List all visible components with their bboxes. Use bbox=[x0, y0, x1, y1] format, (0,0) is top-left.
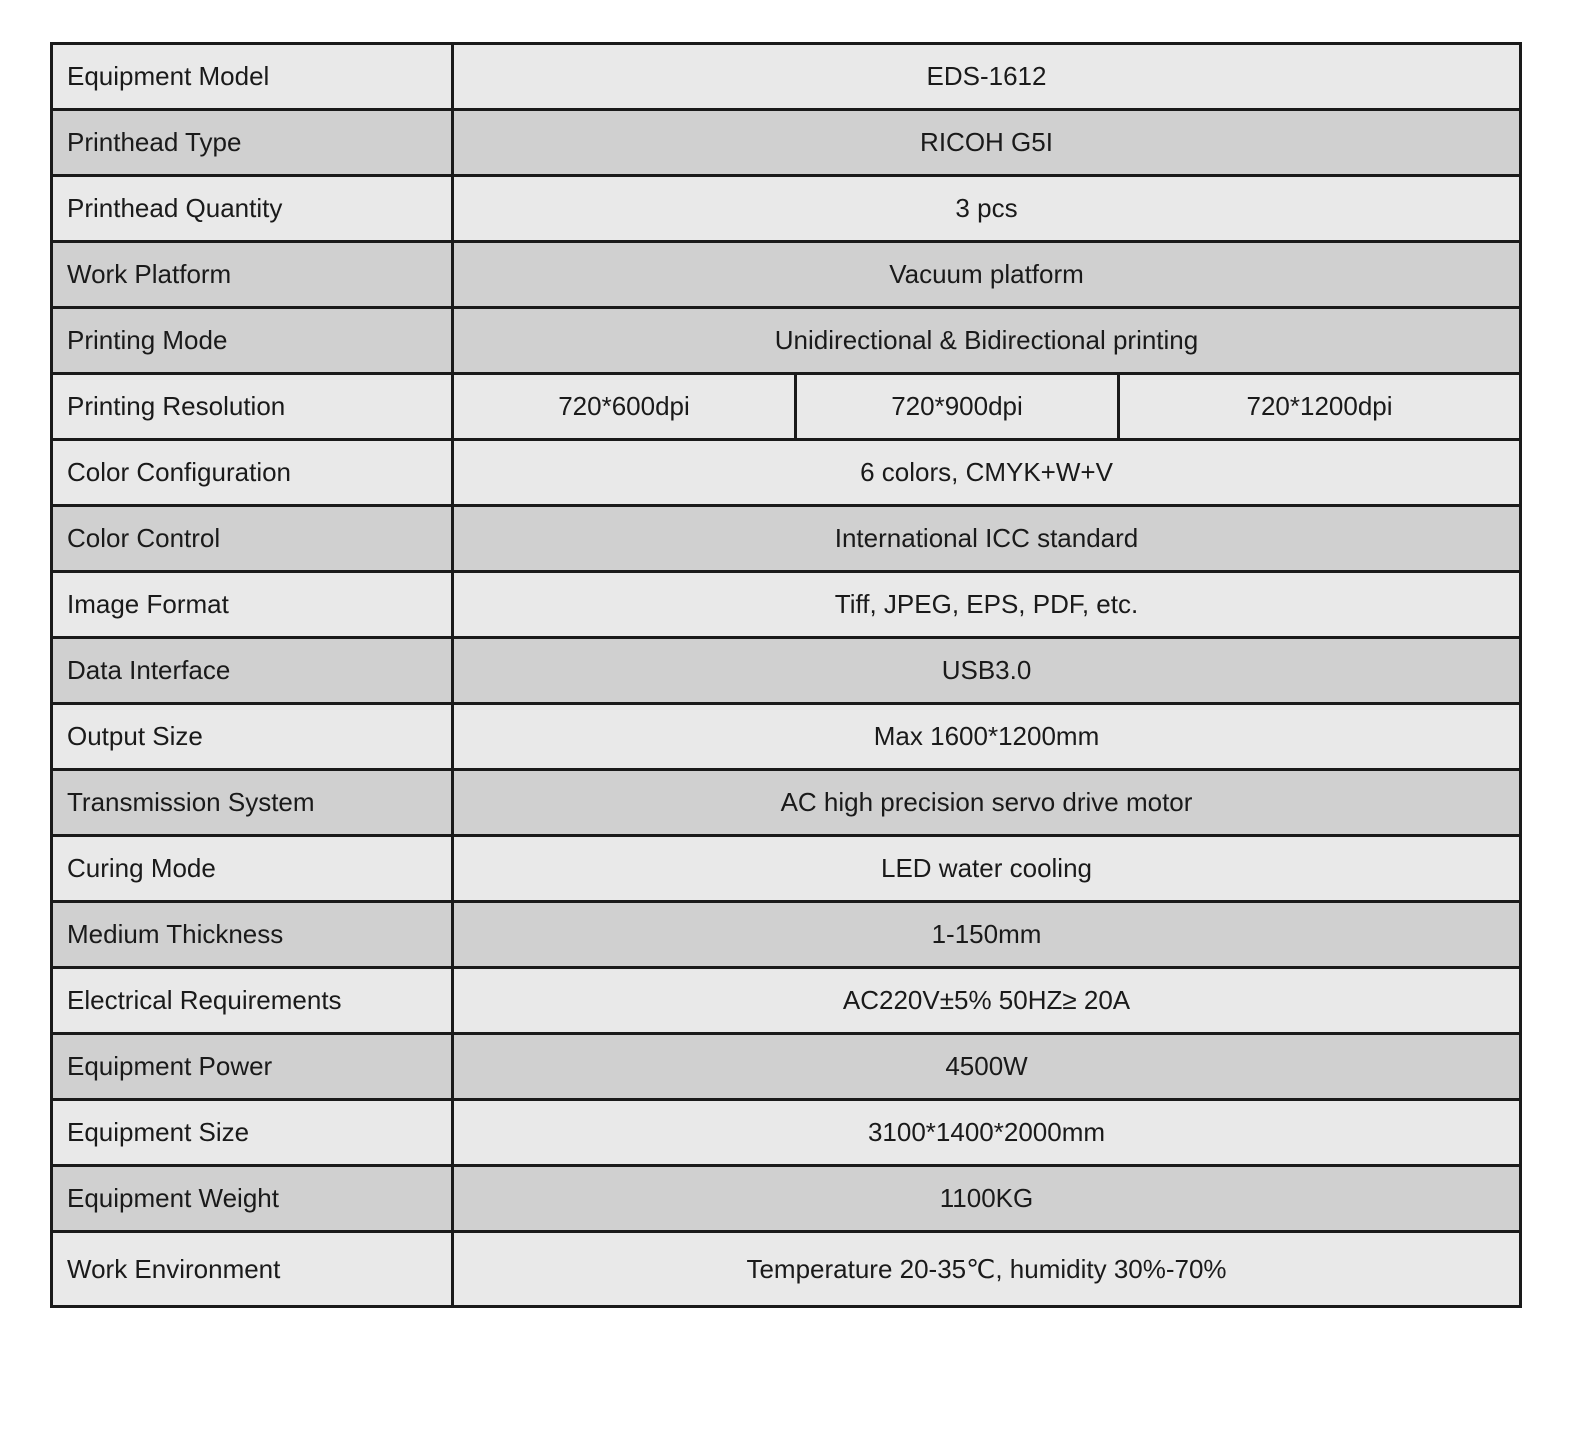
row-label: Printhead Quantity bbox=[52, 176, 453, 242]
row-label: Equipment Model bbox=[52, 44, 453, 110]
table-row-printing-mode bbox=[52, 308, 1521, 374]
row-value: AC220V±5% 50HZ≥ 20A bbox=[453, 968, 1521, 1034]
row-value: LED water cooling bbox=[453, 836, 1521, 902]
table-row-image-format bbox=[52, 572, 1521, 638]
table-row-work-environment bbox=[52, 1232, 1521, 1307]
table-row-electrical-requirements bbox=[52, 968, 1521, 1034]
table-row-printhead-type bbox=[52, 110, 1521, 176]
row-label: Work Platform bbox=[52, 242, 453, 308]
row-label: Equipment Power bbox=[52, 1034, 453, 1100]
row-label: Printing Mode bbox=[52, 308, 453, 374]
row-value: 3 pcs bbox=[453, 176, 1521, 242]
row-label: Work Environment bbox=[52, 1232, 453, 1307]
row-value: 1-150mm bbox=[453, 902, 1521, 968]
row-label: Electrical Requirements bbox=[52, 968, 453, 1034]
row-value: Tiff, JPEG, EPS, PDF, etc. bbox=[453, 572, 1521, 638]
row-label: Medium Thickness bbox=[52, 902, 453, 968]
row-value: Unidirectional & Bidirectional printing bbox=[453, 308, 1521, 374]
row-label: Output Size bbox=[52, 704, 453, 770]
row-value: 4500W bbox=[453, 1034, 1521, 1100]
table-row-equipment-weight bbox=[52, 1166, 1521, 1232]
resolution-value-3: 720*1200dpi bbox=[1119, 374, 1521, 440]
row-label: Equipment Weight bbox=[52, 1166, 453, 1232]
table-row-color-configuration bbox=[52, 440, 1521, 506]
row-value: EDS-1612 bbox=[453, 44, 1521, 110]
table-row-printing-resolution bbox=[52, 374, 1521, 440]
table-row-output-size bbox=[52, 704, 1521, 770]
row-label: Printing Resolution bbox=[52, 374, 453, 440]
row-label: Image Format bbox=[52, 572, 453, 638]
table-row-equipment-model bbox=[52, 44, 1521, 110]
table-row-data-interface bbox=[52, 638, 1521, 704]
table-row-printhead-quantity bbox=[52, 176, 1521, 242]
row-value: 6 colors, CMYK+W+V bbox=[453, 440, 1521, 506]
row-value: 1100KG bbox=[453, 1166, 1521, 1232]
row-value: RICOH G5I bbox=[453, 110, 1521, 176]
table-row-curing-mode bbox=[52, 836, 1521, 902]
row-value: Temperature 20-35℃, humidity 30%-70% bbox=[453, 1232, 1521, 1307]
table-row-equipment-power bbox=[52, 1034, 1521, 1100]
table-row-color-control bbox=[52, 506, 1521, 572]
row-value: AC high precision servo drive motor bbox=[453, 770, 1521, 836]
row-label: Equipment Size bbox=[52, 1100, 453, 1166]
row-label: Curing Mode bbox=[52, 836, 453, 902]
row-value: Max 1600*1200mm bbox=[453, 704, 1521, 770]
row-value: International ICC standard bbox=[453, 506, 1521, 572]
specification-table bbox=[50, 42, 1522, 1308]
table-row-medium-thickness bbox=[52, 902, 1521, 968]
row-label: Color Configuration bbox=[52, 440, 453, 506]
table-row-transmission-system bbox=[52, 770, 1521, 836]
row-value: 3100*1400*2000mm bbox=[453, 1100, 1521, 1166]
row-label: Color Control bbox=[52, 506, 453, 572]
row-value: USB3.0 bbox=[453, 638, 1521, 704]
row-value: Vacuum platform bbox=[453, 242, 1521, 308]
table-row-equipment-size bbox=[52, 1100, 1521, 1166]
row-label: Printhead Type bbox=[52, 110, 453, 176]
table-row-work-platform bbox=[52, 242, 1521, 308]
resolution-value-2: 720*900dpi bbox=[796, 374, 1119, 440]
row-label: Transmission System bbox=[52, 770, 453, 836]
row-label: Data Interface bbox=[52, 638, 453, 704]
resolution-value-1: 720*600dpi bbox=[453, 374, 796, 440]
